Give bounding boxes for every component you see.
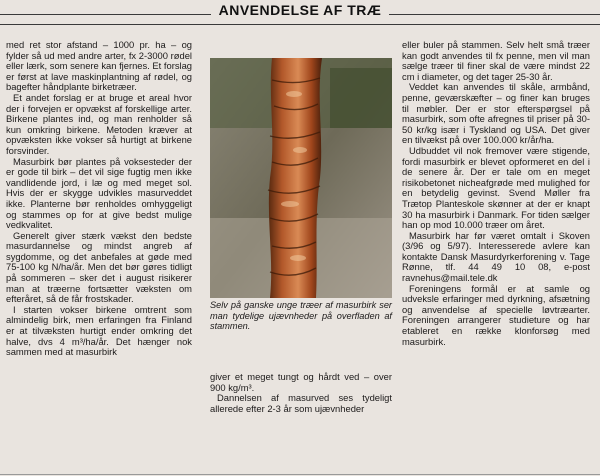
photo-caption: Selv på ganske unge træer af masurbirk ser man tydelige ujævnheder på overfladen af stammen. [210,300,392,332]
column-3-paragraph: eller buler på stammen. Selv helt små træer kan godt anvendes til fx penne, men vil man sælge træer til finer skal de være mindst 22 cm i diameter, og det tager 25-30 år. [402,40,590,82]
column-2-paragraph: Dannelsen af masurved ses tydeligt allerede efter 2-3 år som ujævnheder [210,392,392,414]
column-1-paragraph: Et andet forslag er at bruge et areal hvor der i forvejen er opvækst af forskellige arter. Birkene plantes ind, og man renholder så kun omkring birkene. Metoden kræver at opvæksten ikke vokser så hurtigt at birkene forsvinder. [6,91,192,156]
column-3-paragraph: Veddet kan anvendes til skåle, armbånd, penne, geværskæfter – og finer kan bruges til møbler. Der er stor efterspørgsel på masurbirk, som ofte afregnes til priser på 30-50 kr/kg især i Tyskland og USA. Det giver en tilvækst på over 100.000 kr/år/ha. [402,81,590,146]
column-3-paragraph: Masurbirk har før været omtalt i Skoven (3/96 og 5/97). Interesserede avlere kan kontakte Dansk Masurdyrkerforening v. Tage Rønne, tlf. 44 49 10 08, e-post ravnehus@mail.tele.dk [402,229,590,284]
column-2 [210,372,392,472]
birch-trunk-photo [210,58,392,298]
column-1-paragraph: I starten vokser birkene omtrent som almindelig birk, men erfaringen fra Finland er at tilvæksten hurtigt ender omkring det halve, dvs 4 m³/ha/år. Det hænger nok sammen med at masurbirk [6,303,192,358]
page-title [0,2,600,18]
column-2-paragraph: giver et meget tungt og hårdt ved – over 900 kg/m³. [210,372,392,393]
column-3-paragraph: Udbuddet vil nok fremover være stigende, fordi masurbirk er blevet opformeret en del i de senere år. Der er tale om en meget risikobetonet nicheafgrøde med mulighed for en betydelig gevinst. Svend Møller fra Trætop Planteskole skønner at der er knapt 30 ha masurbirk i Danmark. For tiden sælger han op mod 10.000 træer om året. [402,144,590,231]
column-1 [6,40,192,474]
column-1-paragraph: med ret stor afstand – 1000 pr. ha – og fylder så ud med andre arter, fx 2-3000 rødel eller lærk, som senere kan fjernes. Et forslag er først at lave maskinplantning af rødel, og bagefter håndplante birketræer. [6,40,192,93]
column-3 [402,40,590,474]
header-rule-bottom [0,24,600,25]
column-1-paragraph: Generelt giver stærk vækst den bedste masurdannelse og mindst angreb af sygdomme, og det anbefales at gøde med 75-100 kg N/ha/år. Men det bør gøres tidligt på sommeren – sker det i august risikerer man at træerne fortsætter væksten om efteråret, så de får frostskader. [6,229,192,305]
column-3-paragraph: Foreningens formål er at samle og udveksle erfaringer med dyrkning, afsætning og anvendelse af specielle løvtræarter. Foreningen arrangerer studieture og har etableret en række klonforsøg med masurbirk. [402,282,590,347]
bottom-rule [0,474,600,475]
page-title-text: ANVENDELSE AF TRÆ [211,2,390,18]
birch-trunk-image [210,58,392,298]
column-1-paragraph: Masurbirk bør plantes på voksesteder der er gode til birk – det vil sige fugtig men ikke vandlidende jord, i læ og med meget sol. Hvis der er skygge udvikles masurveddet ikke. Planterne bør renholdes omhyggeligt og stammes op for at give bedst mulige vedkvalitet. [6,155,192,231]
